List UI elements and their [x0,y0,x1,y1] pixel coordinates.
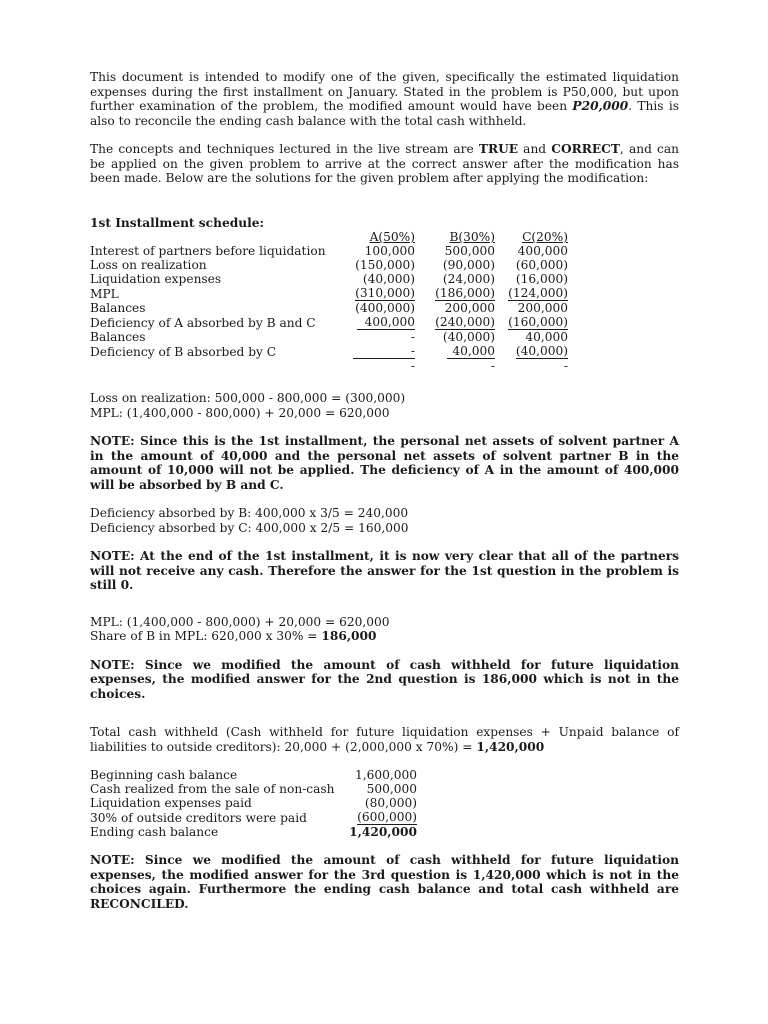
calc-deficiency-b: Deficiency absorbed by B: 400,000 x 3/5 = 240,000 [90,506,409,520]
header-b: B(30%) [449,230,495,244]
row-label: Liquidation expenses [90,272,222,286]
table-row [90,344,568,359]
cell-a: (310,000) [355,286,415,300]
cell-b: (40,000) [442,330,495,344]
cell-c: (16,000) [515,272,568,286]
cell-c: (124,000) [508,286,568,300]
table-row [90,330,568,344]
table-row [90,782,417,796]
table-row [90,315,568,330]
row-label: Balances [90,301,146,315]
table-row [90,301,568,315]
cell-a: - [410,330,415,344]
schedule-title: 1st Installment schedule: [90,215,264,230]
note-4: NOTE: Since we modified the amount of cash withheld for future liquidation expenses, the modified answer for the 3rd question is 1,420,000 which is not in the choices again. Furthermore the ending cash balance and total cash withheld are RECONCILED. [90,853,679,911]
cell-c: - [563,359,568,373]
share-b-value: 186,000 [321,629,377,643]
cell-a: (40,000) [362,272,415,286]
share-b-text: Share of B in MPL: 620,000 x 30% = [90,629,322,643]
row-label: 30% of outside creditors were paid [90,810,307,825]
header-a: A(50%) [369,230,415,244]
table-row [90,244,568,258]
cell-a: (400,000) [355,301,415,315]
header-c: C(20%) [522,230,568,244]
cell-b: (186,000) [435,286,495,300]
table-row [90,810,417,825]
cash-reconciliation-table [90,768,417,839]
cell-c: (60,000) [515,258,568,272]
document-page [90,70,679,911]
table-row [90,768,417,782]
cell-c: 400,000 [517,244,568,258]
installment-schedule-table [90,230,568,373]
intro2-and: and [518,142,552,156]
row-label: Interest of partners before liquidation [90,244,326,258]
row-label: Cash realized from the sale of non-cash [90,782,335,796]
row-label: Ending cash balance [90,825,219,839]
row-label: Deficiency of A absorbed by B and C [90,315,316,330]
table-row [90,825,417,839]
row-value: 1,600,000 [354,768,417,782]
cell-a: - [410,359,415,373]
cell-b: (240,000) [435,315,495,329]
intro-text: This document is intended to modify one of the given, specifically the estimated liquidation expenses during the first installment on January. Stated in the problem is P50,000, but upon further examination of the problem, the modified amount would have been [90,70,679,113]
cell-b: (24,000) [442,272,495,286]
correct-word: CORRECT [551,142,620,156]
schedule-header-row [90,230,568,244]
cell-a: (150,000) [355,258,415,272]
cell-a: 100,000 [364,244,415,258]
table-row [90,258,568,272]
row-label: Balances [90,330,146,344]
calc-loss-on-realization: Loss on realization: 500,000 - 800,000 = (300,000) [90,391,406,405]
row-value: (600,000) [357,810,417,824]
total-cash-withheld [90,725,679,754]
cell-b: - [490,359,495,373]
calc-share-b [90,629,679,644]
calc-deficiency-c: Deficiency absorbed by C: 400,000 x 2/5 = 160,000 [90,520,409,535]
true-word: TRUE [478,142,519,156]
note-2: NOTE: At the end of the 1st installment, it is now very clear that all of the partners will not receive any cash. Therefore the answer for the 1st question in the problem is still 0. [90,549,679,592]
note-1: NOTE: Since this is the 1st installment, the personal net assets of solvent partner A in the amount of 40,000 and the personal net assets of solvent partner B in the amount of 10,000 will not be applied. The deficiency of A in the amount of 400,000 will be absorbed by B and C. [90,434,679,492]
withheld-text: Total cash withheld (Cash withheld for future liquidation expenses + Unpaid balance of liabilities to outside creditors): 20,000 + (2,000,000 x 70%) = [90,725,679,754]
table-row [90,286,568,301]
row-value: 500,000 [366,782,417,796]
row-value: (80,000) [364,796,417,810]
cell-b: 500,000 [444,244,495,258]
table-row [90,796,417,810]
cell-a: 400,000 [357,316,415,330]
row-label: MPL [90,286,119,301]
cell-b: 200,000 [444,301,495,315]
table-row [90,272,568,286]
calc-mpl: MPL: (1,400,000 - 800,000) + 20,000 = 620,000 [90,405,390,420]
intro-paragraph-1 [90,70,679,128]
table-row [90,359,568,373]
intro2-text: The concepts and techniques lectured in the live stream are [90,142,479,156]
intro-paragraph-2 [90,142,679,186]
cell-b: 40,000 [447,345,495,359]
cell-c: (40,000) [515,344,568,358]
cell-b: (90,000) [442,258,495,272]
cell-c: (160,000) [508,315,568,329]
intro-text-end: . This is also to reconcile the ending cash balance with the total cash withheld. [90,99,680,128]
row-label: Loss on realization [90,258,207,272]
row-value: 1,420,000 [349,825,417,839]
row-label: Beginning cash balance [90,768,238,782]
cell-a: - [353,345,415,359]
modified-amount: P20,000 [572,99,629,113]
cell-c: 40,000 [525,330,568,344]
row-label: Deficiency of B absorbed by C [90,344,277,359]
withheld-value: 1,420,000 [476,739,545,754]
note-3: NOTE: Since we modified the amount of cash withheld for future liquidation expenses, the modified answer for the 2nd question is 186,000 which is not in the choices. [90,657,679,701]
cell-c: 200,000 [517,301,568,315]
calc-mpl-2: MPL: (1,400,000 - 800,000) + 20,000 = 620,000 [90,614,390,629]
row-label [90,359,353,373]
row-label: Liquidation expenses paid [90,796,252,810]
intro2-text-end: , and can be applied on the given problem to arrive at the correct answer after the modification has been made. Below are the solutions for the given problem after applying the modification: [90,142,679,185]
